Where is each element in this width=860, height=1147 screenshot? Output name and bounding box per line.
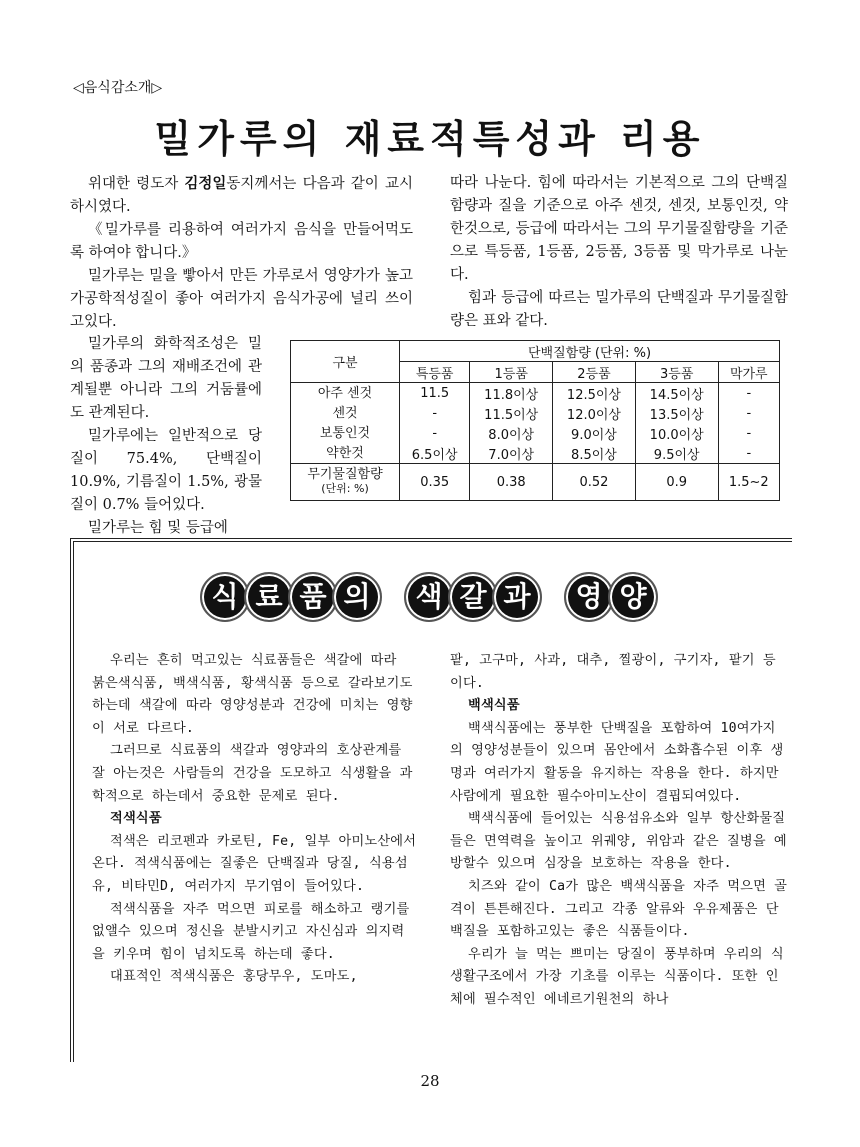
title-char: 갈	[448, 572, 498, 622]
mineral-unit: (단위: %)	[321, 482, 369, 495]
table-cell: -	[400, 423, 470, 443]
table-cell: 10.0이상	[635, 423, 718, 443]
title-char: 영	[564, 572, 614, 622]
table-row-mineral	[291, 464, 780, 501]
table-cell: 9.0이상	[553, 423, 636, 443]
table-cell: -	[400, 403, 470, 423]
table-row	[291, 403, 780, 423]
mineral-label	[291, 464, 400, 501]
paragraph: 백색식품에 들어있는 식용섬유소와 일부 항산화물질들은 면역력을 높이고 위궤양, 위암과 같은 질병을 예방할수 있으며 심장을 보호하는 작용을 한다.	[450, 811, 787, 872]
paragraph: 힘과 등급에 따르는 밀가루의 단백질과 무기물질함량은 표와 같다.	[450, 290, 788, 329]
table-cell: 7.0이상	[470, 443, 553, 464]
table-col-header: 막가루	[718, 362, 779, 383]
table-cell: 0.52	[553, 464, 636, 501]
title-char: 의	[332, 572, 382, 622]
row-label: 센것	[291, 403, 400, 423]
article-column-1	[70, 172, 413, 334]
table-cell: 11.8이상	[470, 383, 553, 404]
intro-text: 위대한 령도자	[88, 176, 185, 192]
article2-column-2	[450, 650, 788, 1012]
table-cell: 13.5이상	[635, 403, 718, 423]
table-col-header: 1등품	[470, 362, 553, 383]
paragraph: 우리는 흔히 먹고있는 식료품들은 색갈에 따라 붉은색식품, 백색식품, 황색식품 등으로 갈라보기도 하는데 색갈에 따라 영양성분과 건강에 미치는 영향이 서로 다르다.	[92, 653, 413, 736]
section-tag: ◁음식감소개▷	[73, 80, 163, 96]
table-cell: 8.0이상	[470, 423, 553, 443]
paragraph: 따라 나눈다. 힘에 따라서는 기본적으로 그의 단백질함량과 질을 기준으로 아주 센것, 센것, 보통인것, 약한것으로, 등급에 따라서는 그의 무기물질함량을 기준으로 특등품, 1등품, 2등품, 3등품 및 막가루로 나눈다.	[450, 175, 788, 283]
table-col-header: 특등품	[400, 362, 470, 383]
table-cell: -	[718, 443, 779, 464]
table-col-header: 3등품	[635, 362, 718, 383]
table-cell: 11.5이상	[470, 403, 553, 423]
title-char: 양	[608, 572, 658, 622]
page-number: 28	[420, 1072, 440, 1090]
title-char: 품	[288, 572, 338, 622]
article2-column-1	[92, 650, 417, 989]
subheading: 백색식품	[468, 698, 520, 714]
paragraph: 치즈와 같이 Ca가 많은 백색식품을 자주 먹으면 골격이 튼튼해진다. 그리고 각종 알류와 우유제품은 단백질을 포함하고있는 좋은 식품들이다.	[450, 878, 788, 940]
table-cell: 11.5	[400, 383, 470, 404]
table-corner: 구분	[291, 341, 400, 383]
row-label: 보통인것	[291, 423, 400, 443]
row-label: 아주 센것	[291, 383, 400, 404]
table-row	[291, 383, 780, 404]
table-group-header: 단백질함량 (단위: %)	[400, 341, 780, 362]
article2-title	[70, 572, 788, 622]
article-column-2	[450, 172, 788, 333]
table-col-header: 2등품	[553, 362, 636, 383]
table-cell: 14.5이상	[635, 383, 718, 404]
article-title: 밀가루의 재료적특성과 리용	[154, 116, 706, 161]
mineral-label-text: 무기물질함량	[307, 467, 383, 482]
title-char: 과	[492, 572, 542, 622]
intro-paragraph	[70, 172, 413, 219]
paragraph: 우리가 늘 먹는 쁘미는 당질이 풍부하며 우리의 식생활구조에서 가장 기초를 이루는 식품이다. 또한 인체에 필수적인 에네르기원천의 하나	[450, 946, 784, 1007]
table-cell: 0.35	[400, 464, 470, 501]
paragraph: 밀가루는 밀을 빻아서 만든 가루로서 영양가가 높고 가공학적성질이 좋아 여러가지 음식가공에 널리 쓰이고있다.	[70, 268, 413, 330]
table-cell: 1.5~2	[718, 464, 779, 501]
wheat-flour-table	[290, 340, 780, 501]
table-cell: 12.0이상	[553, 403, 636, 423]
paragraph: 적색식품을 자주 먹으면 피로를 해소하고 랭기를 없앨수 있으며 정신을 분발시키고 자신심과 의지력을 키우며 힘이 넘치도록 하는데 좋다.	[92, 901, 410, 962]
table-cell: 12.5이상	[553, 383, 636, 404]
paragraph: 밀가루의 화학적조성은 밀의 품종과 그의 재배조건에 관계될뿐 아니라 그의 거둠률에도 관계된다.	[70, 336, 262, 421]
paragraph: 팥, 고구마, 사과, 대추, 찔광이, 구기자, 팥기 등이다.	[450, 653, 776, 691]
title-char: 료	[244, 572, 294, 622]
row-label: 약한것	[291, 443, 400, 464]
intro-text-end: 동지께서는 다음과 같이 교시하시였다.	[70, 176, 413, 215]
paragraph: 그러므로 식료품의 색갈과 영양과의 호상관계를 잘 아는것은 사람들의 건강을 도모하고 식생활을 과학적으로 하는데서 중요한 문제로 된다.	[92, 743, 413, 804]
title-char: 식	[200, 572, 250, 622]
table-cell: -	[718, 383, 779, 404]
table-cell: -	[718, 423, 779, 443]
paragraph: 백색식품에는 풍부한 단백질을 포함하여 10여가지의 영양성분들이 있으며 몸안에서 소화흡수된 이후 생명과 여러가지 활동을 유지하는 작용을 한다. 하지만 사람에게 필요한 필수아미노산이 결핍되여있다.	[450, 720, 784, 804]
leader-name: 김정일	[184, 175, 227, 192]
table-row	[291, 423, 780, 443]
paragraph: 적색은 리코펜과 카로틴, Fe, 일부 아미노산에서 온다. 적색식품에는 질좋은 단백질과 당질, 식용섬유, 비타민D, 여러가지 무기염이 들어있다.	[92, 833, 417, 894]
table-cell: 0.38	[470, 464, 553, 501]
paragraph: 밀가루는 힘 및 등급에	[88, 520, 228, 536]
table-cell: 0.9	[635, 464, 718, 501]
title-char: 색	[404, 572, 454, 622]
subheading: 적색식품	[110, 811, 162, 827]
table-cell: 8.5이상	[553, 443, 636, 464]
paragraph: 밀가루에는 일반적으로 당질이 75.4%, 단백질이 10.9%, 기름질이 1.5%, 광물질이 0.7% 들어있다.	[70, 428, 262, 513]
paragraph: 대표적인 적색식품은 홍당무우, 도마도,	[110, 969, 358, 985]
table-cell: 6.5이상	[400, 443, 470, 464]
table-cell: 9.5이상	[635, 443, 718, 464]
table-cell: -	[718, 403, 779, 423]
quote-paragraph: 《밀가루를 리용하여 여러가지 음식을 만들어먹도록 하여야 합니다.》	[70, 222, 413, 261]
article-column-1-lower	[70, 333, 262, 540]
table-row	[291, 443, 780, 464]
